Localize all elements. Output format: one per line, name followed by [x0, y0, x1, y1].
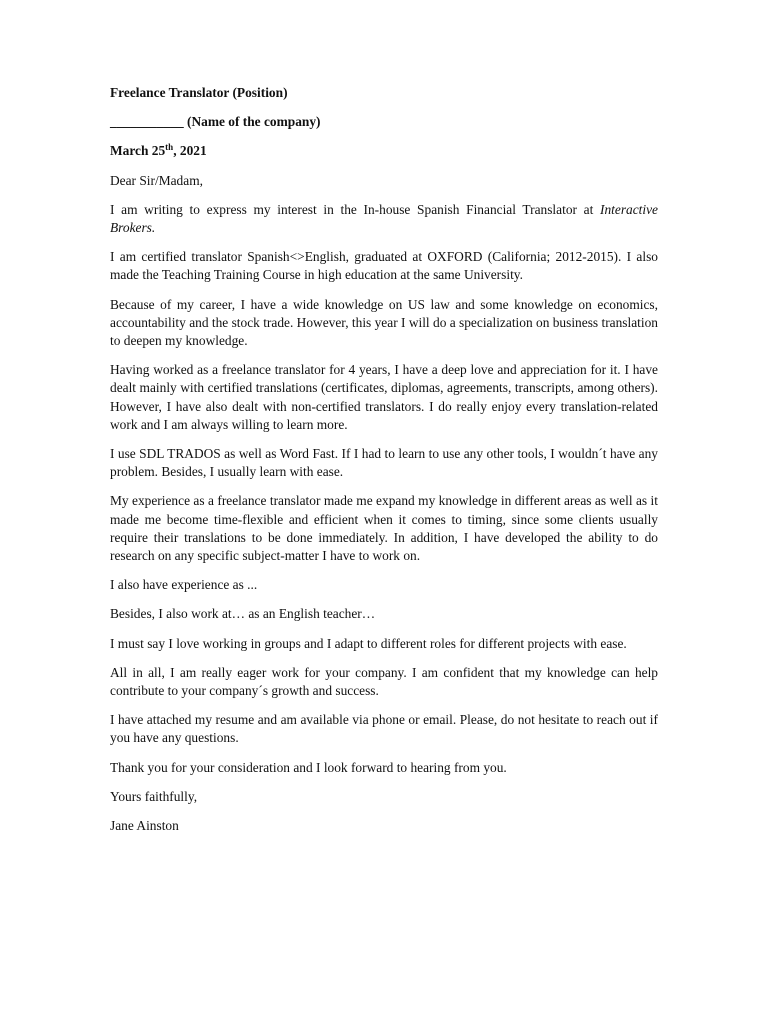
closing-paragraph: All in all, I am really eager work for your company. I am confident that my knowledge can help contribute to your company´s growth and success. [110, 664, 658, 699]
company-name-line [110, 113, 658, 131]
intro-paragraph [110, 201, 658, 237]
signature-name: Jane Ainston [110, 818, 179, 834]
date-month-day: March 25 [110, 143, 166, 159]
date-year: , 2021 [173, 143, 207, 159]
letter-date [110, 142, 658, 160]
closing-paragraph: I must say I love working in groups and I adapt to different roles for different projects with ease. [110, 635, 627, 651]
body-paragraph: I use SDL TRADOS as well as Word Fast. If I had to learn to use any other tools, I wouldn´t have any problem. Besides, I usually learn with ease. [110, 446, 658, 480]
body-paragraph: I also have experience as ... [110, 577, 258, 593]
besides-part-2: as an English teacher… [248, 606, 376, 622]
cover-letter-page [110, 84, 658, 846]
body-paragraph: My experience as a freelance translator made me expand my knowledge in different areas as well as it made me become time-flexible and efficient when it comes to timing, since some clients usually require their translations to be done immediately. In addition, I have developed the ability to do research on any specific subject-matter I have to work on. [110, 493, 658, 564]
closing-paragraph: Thank you for your consideration and I look forward to hearing from you. [110, 759, 507, 775]
company-blank: ___________ [110, 114, 184, 130]
body-paragraph: Having worked as a freelance translator for 4 years, I have a deep love and appreciation for it. I have dealt mainly with certified translations (certificates, diplomas, agreements, transcripts, among others). However, I have also dealt with non-certified translators. I do really enjoy every translation-related work and I am always willing to learn more. [110, 362, 658, 432]
besides-paragraph [110, 605, 658, 623]
body-paragraph: I am certified translator Spanish<>English, graduated at OXFORD (California; 2012-2015). I also made the Teaching Training Course in high education at the same University. [110, 249, 658, 283]
signoff: Yours faithfully, [110, 788, 198, 804]
body-paragraph: Because of my career, I have a wide knowledge on US law and some knowledge on economics, accountability and the stock trade. However, this year I will do a specialization on business translation to deepen my knowledge. [110, 296, 658, 349]
intro-text: I am writing to express my interest in the In-house Spanish Financial Translator at [110, 201, 600, 217]
besides-part-1: Besides, I also work at… [110, 606, 249, 622]
company-label: (Name of the company) [183, 114, 321, 130]
salutation: Dear Sir/Madam, [110, 172, 203, 188]
position-title: Freelance Translator (Position) [110, 85, 288, 100]
intro-company: Interactive Brokers. [110, 201, 658, 236]
closing-paragraph: I have attached my resume and am available via phone or email. Please, do not hesitate to reach out if you have any questions. [110, 712, 658, 746]
date-ordinal-suffix: th [165, 142, 174, 153]
